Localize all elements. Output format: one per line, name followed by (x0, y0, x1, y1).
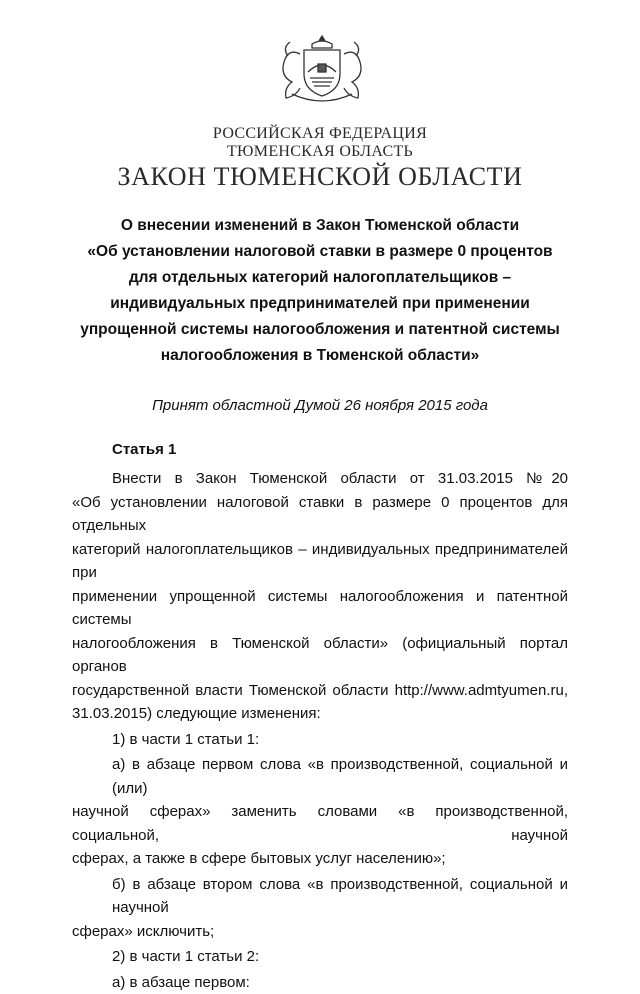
law-title-line: индивидуальных предпринимателей при применении (80, 291, 560, 317)
law-title-line: упрощенной системы налогообложения и патентной системы (80, 317, 560, 343)
body-line: применении упрощенной системы налогообложения и патентной системы (72, 585, 568, 632)
body-line: сферах, а также в сфере бытовых услуг населению»; (72, 847, 568, 871)
country-name: РОССИЙСКАЯ ФЕДЕРАЦИЯ (0, 125, 640, 143)
list-item: 2) в части 1 статьи 2: (72, 945, 568, 969)
article-body (72, 467, 568, 994)
law-title-line: О внесении изменений в Закон Тюменской области (80, 213, 560, 239)
body-line: а) в абзаце первом слова «в производственной, социальной и (или) (72, 753, 568, 800)
law-title-line: налогообложения в Тюменской области» (80, 343, 560, 369)
coat-of-arms-emblem (274, 32, 370, 110)
body-line: 31.03.2015) следующие изменения: (72, 702, 568, 726)
adoption-note: Принят областной Думой 26 ноября 2015 года (0, 397, 640, 414)
body-line: сферах» исключить; (72, 920, 568, 944)
region-name: ТЮМЕНСКАЯ ОБЛАСТЬ (0, 143, 640, 161)
law-title (80, 213, 560, 369)
law-title-line: для отдельных категорий налогоплательщиков – (80, 265, 560, 291)
body-line: «Об установлении налоговой ставки в размере 0 процентов для отдельных (72, 491, 568, 538)
article-heading: Статья 1 (112, 441, 176, 458)
list-item: 1) в части 1 статьи 1: (72, 728, 568, 752)
list-item: а) в абзаце первом: (72, 971, 568, 994)
body-line: налогообложения в Тюменской области» (официальный портал органов (72, 632, 568, 679)
body-line: Внести в Закон Тюменской области от 31.03.2015 №20 (72, 467, 568, 491)
body-line: государственной власти Тюменской области http://www.admtyumen.ru, (72, 679, 568, 703)
law-title-line: «Об установлении налоговой ставки в размере 0 процентов (80, 239, 560, 265)
document-type-title: ЗАКОН ТЮМЕНСКОЙ ОБЛАСТИ (0, 162, 640, 192)
body-line: научной сферах» заменить словами «в производственной, социальной, научной (72, 800, 568, 847)
body-line: б) в абзаце втором слова «в производственной, социальной и научной (72, 873, 568, 920)
body-line: категорий налогоплательщиков – индивидуальных предпринимателей при (72, 538, 568, 585)
